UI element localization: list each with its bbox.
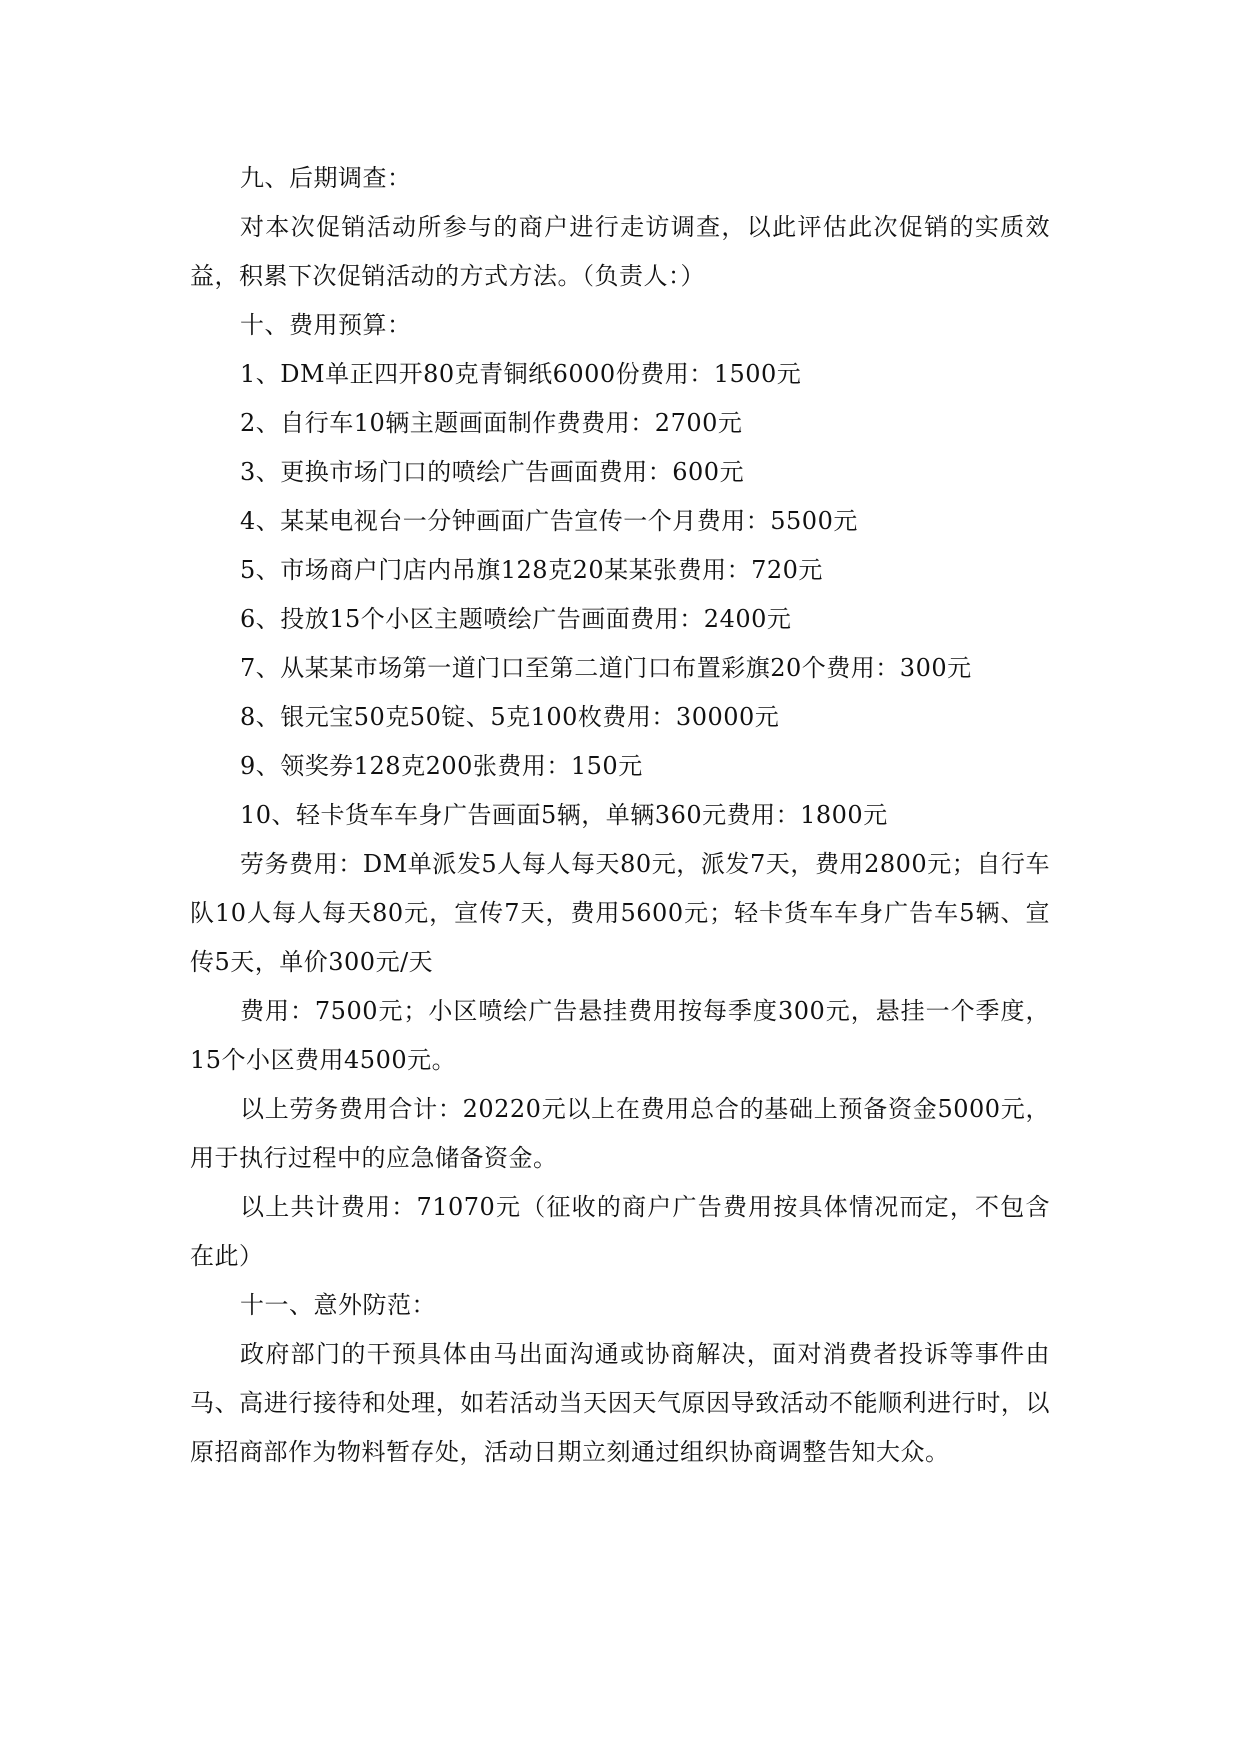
labor-cost-continued-text: 费用：7500元；小区喷绘广告悬挂费用按每季度300元，悬挂一个季度，15个小区费用4500元。 — [190, 997, 1050, 1074]
budget-item: 9、领奖券128克200张费用：150元 — [240, 752, 643, 780]
labor-cost-total-text: 以上劳务费用合计：20220元以上在费用总合的基础上预备资金5000元，用于执行过程中的应急储备资金。 — [190, 1095, 1050, 1172]
section-heading-contingency: 十一、意外防范： — [240, 1291, 436, 1319]
budget-item: 1、DM单正四开80克青铜纸6000份费用：1500元 — [240, 360, 802, 388]
labor-cost-text: 劳务费用：DM单派发5人每人每天80元，派发7天，费用2800元；自行车队10人每人每天80元，宣传7天，费用5600元；轻卡货车车身广告车5辆、宣传5天，单价300元/天 — [190, 850, 1050, 976]
section-heading-followup-survey: 九、后期调查： — [240, 164, 412, 192]
budget-item: 2、自行车10辆主题画面制作费费用：2700元 — [240, 409, 743, 437]
budget-item: 7、从某某市场第一道门口至第二道门口布置彩旗20个费用：300元 — [240, 654, 972, 682]
contingency-text: 政府部门的干预具体由马出面沟通或协商解决，面对消费者投诉等事件由马、高进行接待和处理，如若活动当天因天气原因导致活动不能顺利进行时，以原招商部作为物料暂存处，活动日期立刻通过组织协商调整告知大众。 — [190, 1340, 1050, 1466]
budget-item: 10、轻卡货车车身广告画面5辆，单辆360元费用：1800元 — [240, 801, 888, 829]
budget-item: 5、市场商户门店内吊旗128克20某某张费用：720元 — [240, 556, 823, 584]
budget-item: 3、更换市场门口的喷绘广告画面费用：600元 — [240, 458, 745, 486]
section-heading-budget: 十、费用预算： — [240, 311, 412, 339]
followup-survey-text: 对本次促销活动所参与的商户进行走访调查，以此评估此次促销的实质效益，积累下次促销活动的方式方法。（负责人：） — [190, 213, 1050, 290]
document-body — [190, 154, 1050, 1477]
budget-item: 8、银元宝50克50锭、5克100枚费用：30000元 — [240, 703, 780, 731]
grand-total-text: 以上共计费用：71070元（征收的商户广告费用按具体情况而定，不包含在此） — [190, 1193, 1050, 1270]
budget-item: 4、某某电视台一分钟画面广告宣传一个月费用：5500元 — [240, 507, 858, 535]
budget-item: 6、投放15个小区主题喷绘广告画面费用：2400元 — [240, 605, 792, 633]
